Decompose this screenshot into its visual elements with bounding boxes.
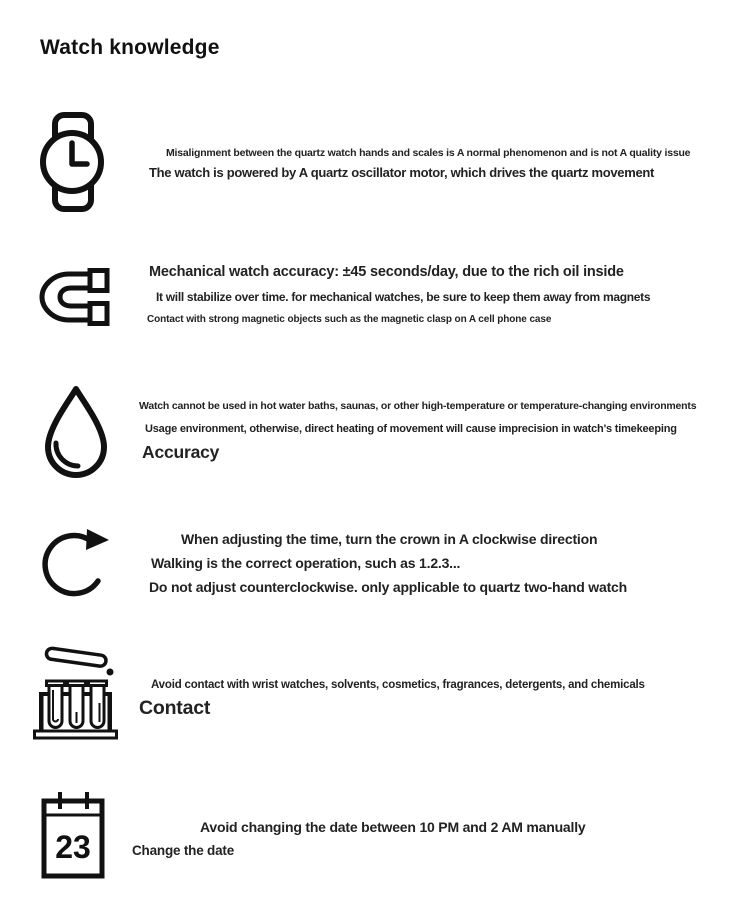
calendar-icon — [40, 788, 106, 880]
page-title: Watch knowledge — [40, 36, 220, 59]
wrist-watch-icon — [38, 112, 106, 212]
clockwise-rotation-icon — [38, 519, 113, 604]
magnet-section-sub: It will stabilize over time. for mechanical watches, be sure to keep them away from magnets — [156, 290, 651, 304]
temperature-section-sub: Usage environment, otherwise, direct heating of movement will cause imprecision in watch's timekeeping — [145, 423, 677, 435]
date-section-sub: Change the date — [132, 843, 235, 858]
temperature-section-heading: Accuracy — [142, 442, 220, 462]
crown-section-sub: Walking is the correct operation, such as 1.2.3... — [151, 555, 461, 571]
water-drop-icon — [36, 383, 116, 483]
magnet-section-note: Contact with strong magnetic objects such as the magnetic clasp on A cell phone case — [147, 314, 552, 325]
chemicals-section-heading: Contact — [139, 697, 211, 719]
calendar-day-number: 23 — [55, 829, 91, 865]
temperature-section-note: Watch cannot be used in hot water baths, saunas, or other high-temperature or temperature-changing environments — [139, 400, 697, 412]
quartz-section-note: Misalignment between the quartz watch hands and scales is A normal phenomenon and is not A quality issue — [166, 147, 691, 159]
crown-section-note: Do not adjust counterclockwise. only applicable to quartz two-hand watch — [149, 579, 627, 595]
magnet-icon — [35, 261, 113, 333]
test-tubes-icon — [33, 643, 118, 743]
crown-section-main: When adjusting the time, turn the crown in A clockwise direction — [181, 531, 598, 547]
date-section-main: Avoid changing the date between 10 PM and 2 AM manually — [200, 819, 586, 835]
quartz-section-main: The watch is powered by A quartz oscillator motor, which drives the quartz movement — [149, 165, 655, 180]
magnet-section-main: Mechanical watch accuracy: ±45 seconds/day, due to the rich oil inside — [149, 264, 624, 280]
chemicals-section-sub: Avoid contact with wrist watches, solvents, cosmetics, fragrances, detergents, and chemicals — [151, 679, 645, 691]
